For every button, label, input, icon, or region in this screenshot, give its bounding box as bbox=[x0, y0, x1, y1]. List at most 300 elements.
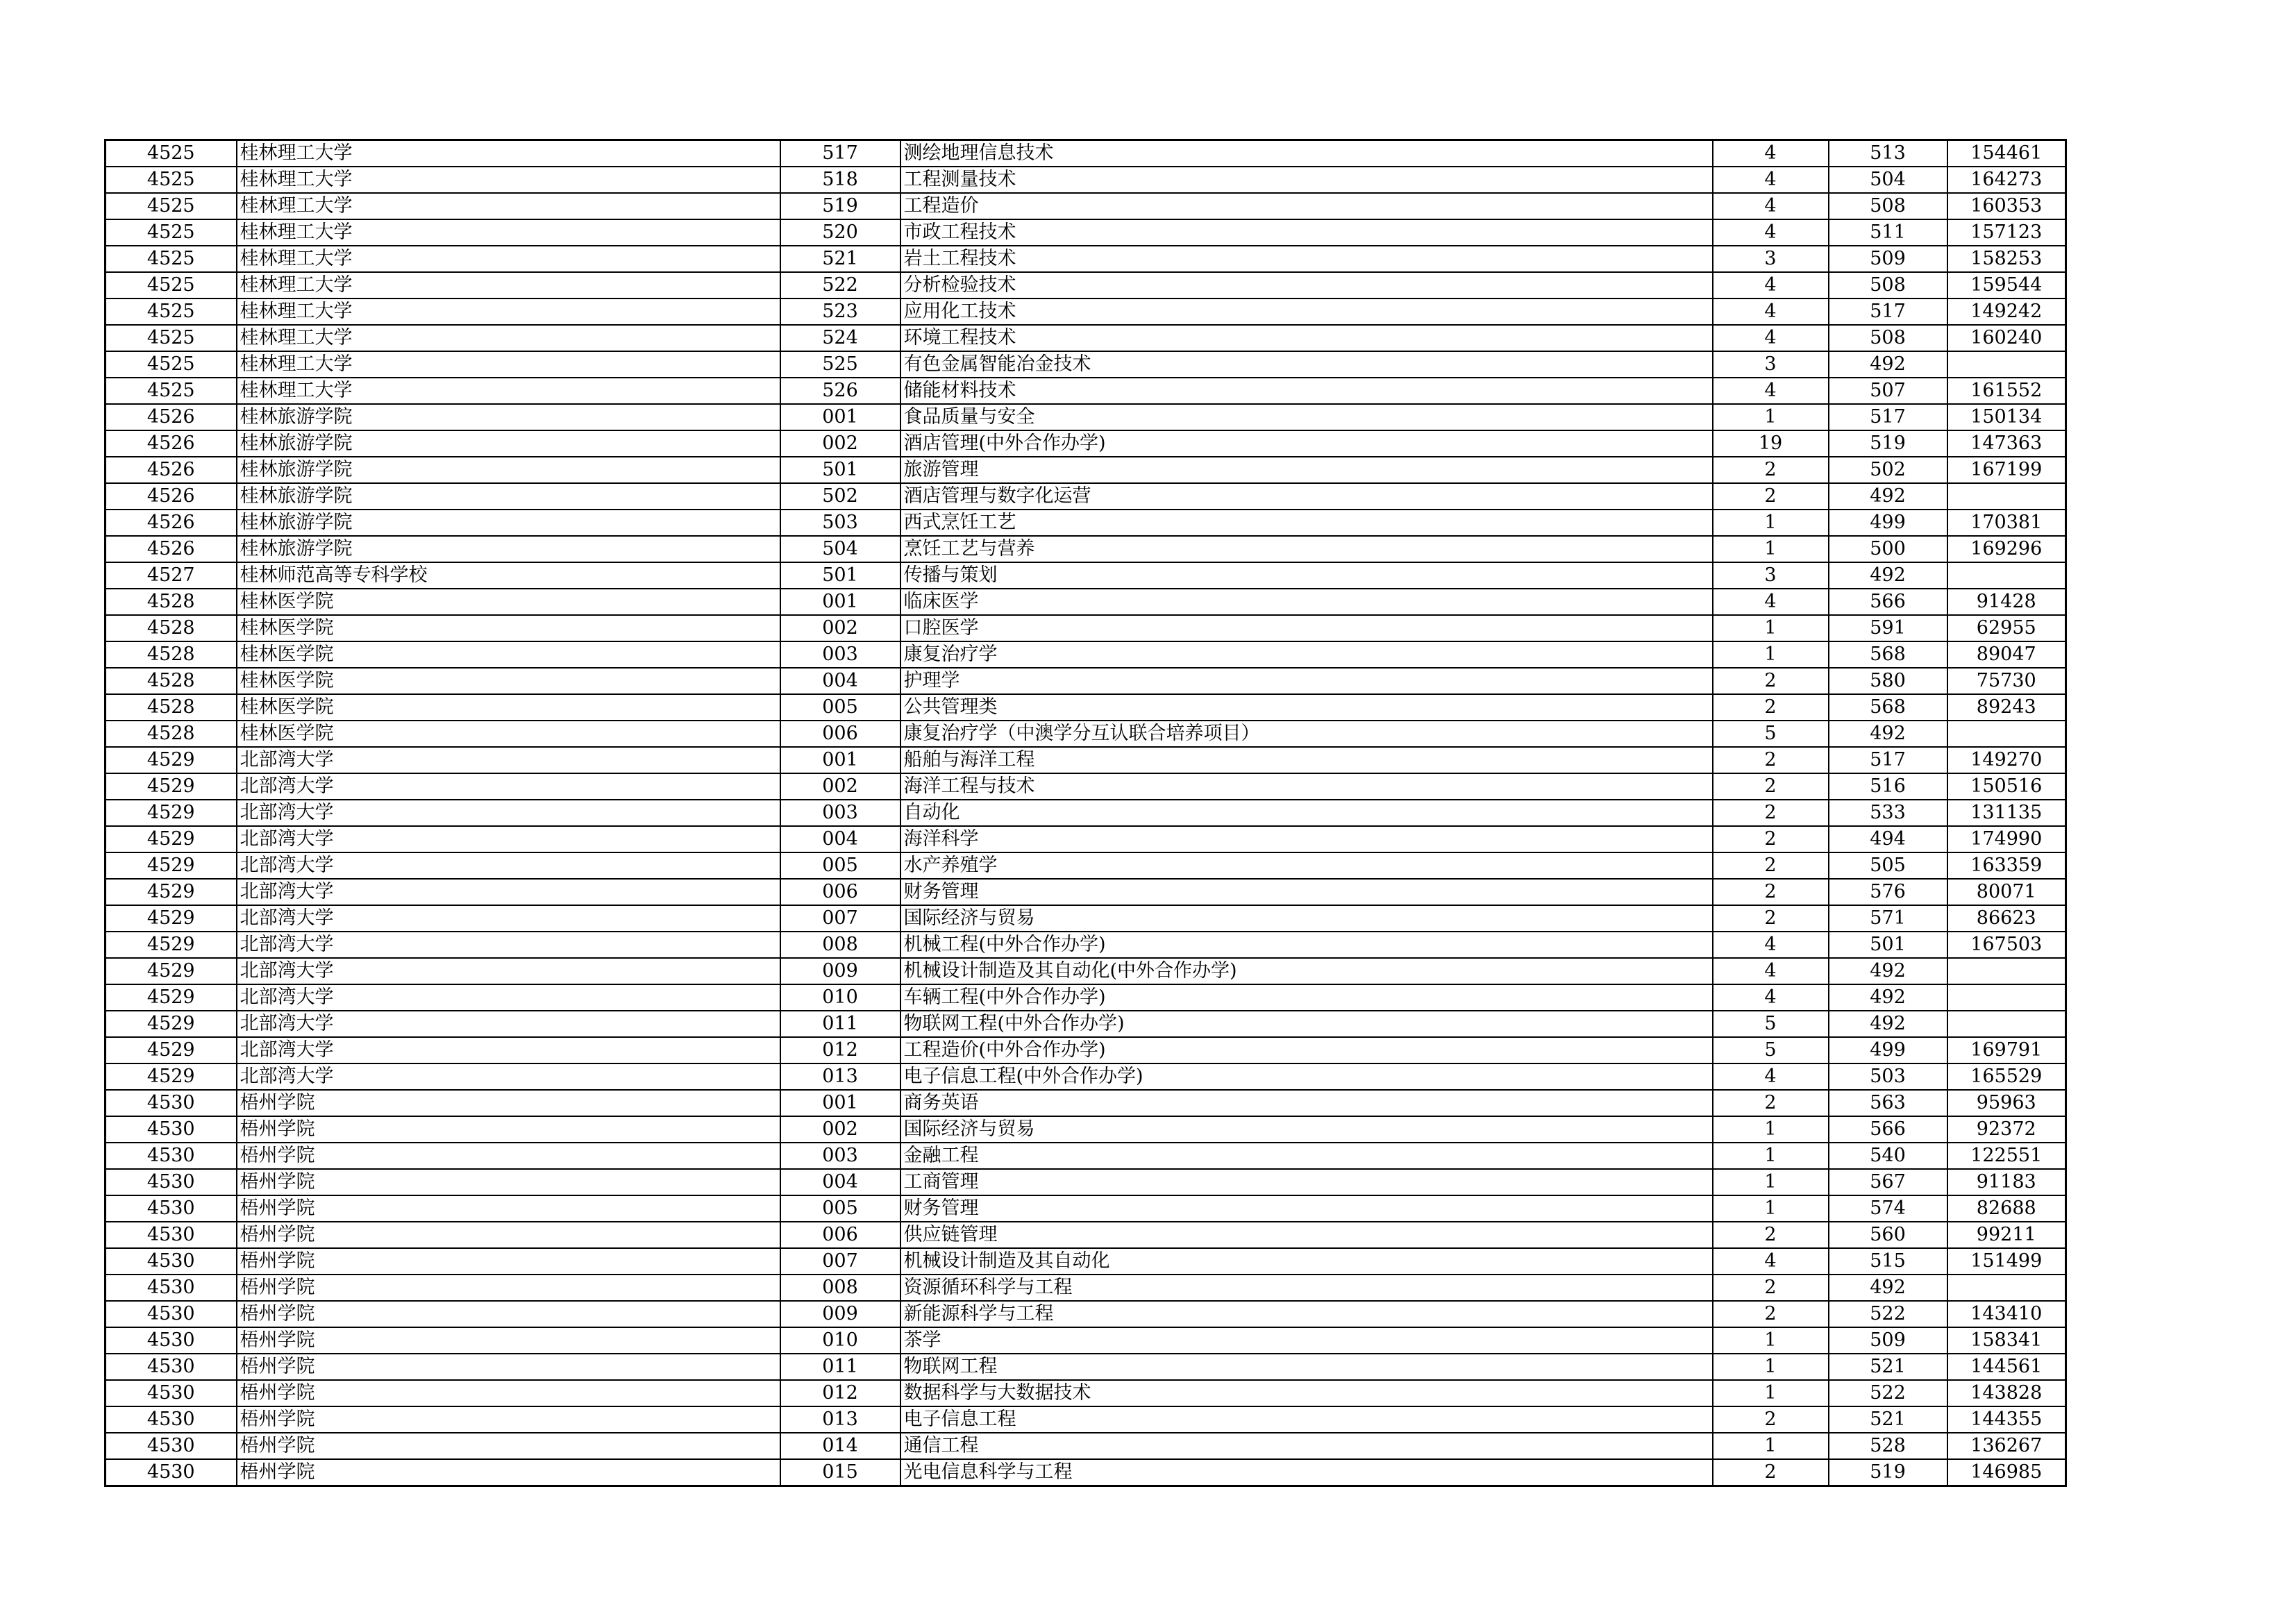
min-score-cell: 503 bbox=[1829, 1063, 1947, 1090]
min-rank-cell: 167199 bbox=[1947, 457, 2066, 483]
min-score-cell: 492 bbox=[1829, 721, 1947, 747]
min-rank-cell: 144355 bbox=[1947, 1406, 2066, 1433]
plan-count-cell: 2 bbox=[1713, 826, 1829, 852]
school-name-cell: 梧州学院 bbox=[237, 1301, 780, 1327]
major-code-cell: 502 bbox=[780, 483, 900, 510]
table-row bbox=[106, 1275, 2066, 1301]
school-name-cell: 桂林医学院 bbox=[237, 589, 780, 615]
plan-count-cell: 1 bbox=[1713, 615, 1829, 641]
plan-count-cell: 1 bbox=[1713, 1116, 1829, 1143]
major-name-cell: 海洋工程与技术 bbox=[900, 773, 1713, 800]
school-name-cell: 桂林旅游学院 bbox=[237, 483, 780, 510]
min-score-cell: 517 bbox=[1829, 404, 1947, 430]
school-name-cell: 桂林旅游学院 bbox=[237, 404, 780, 430]
min-score-cell: 521 bbox=[1829, 1354, 1947, 1380]
min-rank-cell bbox=[1947, 721, 2066, 747]
major-code-cell: 012 bbox=[780, 1380, 900, 1406]
plan-count-cell: 4 bbox=[1713, 272, 1829, 298]
school-code-cell: 4525 bbox=[106, 140, 237, 167]
major-name-cell: 市政工程技术 bbox=[900, 219, 1713, 246]
min-score-cell: 509 bbox=[1829, 1327, 1947, 1354]
school-name-cell: 北部湾大学 bbox=[237, 773, 780, 800]
plan-count-cell: 4 bbox=[1713, 378, 1829, 404]
table-row bbox=[106, 325, 2066, 351]
school-name-cell: 北部湾大学 bbox=[237, 800, 780, 826]
school-code-cell: 4526 bbox=[106, 430, 237, 457]
major-name-cell: 旅游管理 bbox=[900, 457, 1713, 483]
major-name-cell: 茶学 bbox=[900, 1327, 1713, 1354]
min-rank-cell: 147363 bbox=[1947, 430, 2066, 457]
table-row bbox=[106, 483, 2066, 510]
min-score-cell: 521 bbox=[1829, 1406, 1947, 1433]
school-code-cell: 4525 bbox=[106, 246, 237, 272]
min-score-cell: 517 bbox=[1829, 747, 1947, 773]
school-name-cell: 北部湾大学 bbox=[237, 826, 780, 852]
major-code-cell: 012 bbox=[780, 1037, 900, 1063]
major-code-cell: 008 bbox=[780, 932, 900, 958]
major-name-cell: 自动化 bbox=[900, 800, 1713, 826]
plan-count-cell: 4 bbox=[1713, 1063, 1829, 1090]
major-code-cell: 004 bbox=[780, 826, 900, 852]
school-name-cell: 梧州学院 bbox=[237, 1459, 780, 1486]
plan-count-cell: 2 bbox=[1713, 1406, 1829, 1433]
major-name-cell: 物联网工程(中外合作办学) bbox=[900, 1011, 1713, 1037]
min-score-cell: 528 bbox=[1829, 1433, 1947, 1459]
school-name-cell: 北部湾大学 bbox=[237, 932, 780, 958]
major-name-cell: 金融工程 bbox=[900, 1143, 1713, 1169]
min-score-cell: 517 bbox=[1829, 298, 1947, 325]
school-name-cell: 梧州学院 bbox=[237, 1143, 780, 1169]
min-score-cell: 563 bbox=[1829, 1090, 1947, 1116]
plan-count-cell: 19 bbox=[1713, 430, 1829, 457]
school-code-cell: 4528 bbox=[106, 641, 237, 668]
min-rank-cell: 159544 bbox=[1947, 272, 2066, 298]
major-name-cell: 机械设计制造及其自动化(中外合作办学) bbox=[900, 958, 1713, 984]
min-score-cell: 500 bbox=[1829, 536, 1947, 562]
major-name-cell: 酒店管理与数字化运营 bbox=[900, 483, 1713, 510]
school-code-cell: 4530 bbox=[106, 1380, 237, 1406]
school-code-cell: 4529 bbox=[106, 773, 237, 800]
table-row bbox=[106, 1327, 2066, 1354]
table-row bbox=[106, 694, 2066, 721]
school-name-cell: 桂林师范高等专科学校 bbox=[237, 562, 780, 589]
min-score-cell: 494 bbox=[1829, 826, 1947, 852]
major-name-cell: 通信工程 bbox=[900, 1433, 1713, 1459]
table-row bbox=[106, 1169, 2066, 1195]
major-code-cell: 521 bbox=[780, 246, 900, 272]
school-name-cell: 梧州学院 bbox=[237, 1275, 780, 1301]
min-rank-cell: 92372 bbox=[1947, 1116, 2066, 1143]
table-row bbox=[106, 1037, 2066, 1063]
school-name-cell: 北部湾大学 bbox=[237, 1011, 780, 1037]
major-code-cell: 504 bbox=[780, 536, 900, 562]
min-rank-cell: 174990 bbox=[1947, 826, 2066, 852]
min-score-cell: 499 bbox=[1829, 1037, 1947, 1063]
major-code-cell: 006 bbox=[780, 721, 900, 747]
table-row bbox=[106, 932, 2066, 958]
major-code-cell: 013 bbox=[780, 1063, 900, 1090]
major-code-cell: 002 bbox=[780, 615, 900, 641]
major-code-cell: 009 bbox=[780, 1301, 900, 1327]
plan-count-cell: 2 bbox=[1713, 879, 1829, 905]
table-row bbox=[106, 668, 2066, 694]
school-name-cell: 梧州学院 bbox=[237, 1327, 780, 1354]
min-rank-cell: 146985 bbox=[1947, 1459, 2066, 1486]
major-name-cell: 康复治疗学（中澳学分互认联合培养项目） bbox=[900, 721, 1713, 747]
table-row bbox=[106, 140, 2066, 167]
major-name-cell: 供应链管理 bbox=[900, 1222, 1713, 1248]
school-code-cell: 4529 bbox=[106, 984, 237, 1011]
table-row bbox=[106, 826, 2066, 852]
major-code-cell: 010 bbox=[780, 984, 900, 1011]
min-score-cell: 492 bbox=[1829, 562, 1947, 589]
school-code-cell: 4529 bbox=[106, 800, 237, 826]
min-score-cell: 508 bbox=[1829, 272, 1947, 298]
min-rank-cell: 143828 bbox=[1947, 1380, 2066, 1406]
school-code-cell: 4526 bbox=[106, 483, 237, 510]
table-row bbox=[106, 378, 2066, 404]
plan-count-cell: 1 bbox=[1713, 510, 1829, 536]
plan-count-cell: 2 bbox=[1713, 1275, 1829, 1301]
plan-count-cell: 5 bbox=[1713, 1037, 1829, 1063]
school-code-cell: 4530 bbox=[106, 1354, 237, 1380]
table-row bbox=[106, 905, 2066, 932]
min-rank-cell: 158253 bbox=[1947, 246, 2066, 272]
min-rank-cell: 62955 bbox=[1947, 615, 2066, 641]
major-code-cell: 002 bbox=[780, 773, 900, 800]
min-rank-cell: 80071 bbox=[1947, 879, 2066, 905]
school-code-cell: 4530 bbox=[106, 1090, 237, 1116]
major-code-cell: 001 bbox=[780, 1090, 900, 1116]
school-code-cell: 4530 bbox=[106, 1275, 237, 1301]
major-name-cell: 口腔医学 bbox=[900, 615, 1713, 641]
min-score-cell: 576 bbox=[1829, 879, 1947, 905]
min-rank-cell: 95963 bbox=[1947, 1090, 2066, 1116]
school-name-cell: 桂林旅游学院 bbox=[237, 510, 780, 536]
plan-count-cell: 2 bbox=[1713, 457, 1829, 483]
school-name-cell: 桂林理工大学 bbox=[237, 219, 780, 246]
table-row bbox=[106, 958, 2066, 984]
school-code-cell: 4526 bbox=[106, 536, 237, 562]
min-rank-cell bbox=[1947, 1011, 2066, 1037]
major-name-cell: 环境工程技术 bbox=[900, 325, 1713, 351]
plan-count-cell: 2 bbox=[1713, 1459, 1829, 1486]
table-row bbox=[106, 1354, 2066, 1380]
school-code-cell: 4530 bbox=[106, 1433, 237, 1459]
major-name-cell: 财务管理 bbox=[900, 879, 1713, 905]
major-code-cell: 001 bbox=[780, 404, 900, 430]
school-name-cell: 桂林医学院 bbox=[237, 641, 780, 668]
school-code-cell: 4525 bbox=[106, 167, 237, 193]
school-name-cell: 梧州学院 bbox=[237, 1406, 780, 1433]
min-rank-cell: 154461 bbox=[1947, 140, 2066, 167]
table-row bbox=[106, 246, 2066, 272]
plan-count-cell: 2 bbox=[1713, 483, 1829, 510]
major-name-cell: 康复治疗学 bbox=[900, 641, 1713, 668]
table-row bbox=[106, 984, 2066, 1011]
min-score-cell: 492 bbox=[1829, 984, 1947, 1011]
min-rank-cell: 89047 bbox=[1947, 641, 2066, 668]
min-score-cell: 492 bbox=[1829, 483, 1947, 510]
major-name-cell: 工程测量技术 bbox=[900, 167, 1713, 193]
major-code-cell: 524 bbox=[780, 325, 900, 351]
min-score-cell: 522 bbox=[1829, 1301, 1947, 1327]
school-code-cell: 4527 bbox=[106, 562, 237, 589]
major-name-cell: 资源循环科学与工程 bbox=[900, 1275, 1713, 1301]
school-code-cell: 4525 bbox=[106, 351, 237, 378]
school-name-cell: 桂林理工大学 bbox=[237, 140, 780, 167]
table-row bbox=[106, 773, 2066, 800]
min-rank-cell: 150516 bbox=[1947, 773, 2066, 800]
major-code-cell: 003 bbox=[780, 641, 900, 668]
min-rank-cell: 151499 bbox=[1947, 1248, 2066, 1275]
min-rank-cell bbox=[1947, 562, 2066, 589]
min-rank-cell: 149242 bbox=[1947, 298, 2066, 325]
min-score-cell: 504 bbox=[1829, 167, 1947, 193]
school-code-cell: 4529 bbox=[106, 958, 237, 984]
major-name-cell: 储能材料技术 bbox=[900, 378, 1713, 404]
min-rank-cell: 161552 bbox=[1947, 378, 2066, 404]
major-name-cell: 工商管理 bbox=[900, 1169, 1713, 1195]
school-code-cell: 4530 bbox=[106, 1406, 237, 1433]
school-name-cell: 桂林理工大学 bbox=[237, 378, 780, 404]
major-name-cell: 物联网工程 bbox=[900, 1354, 1713, 1380]
major-name-cell: 工程造价 bbox=[900, 193, 1713, 219]
min-rank-cell: 89243 bbox=[1947, 694, 2066, 721]
school-name-cell: 桂林理工大学 bbox=[237, 298, 780, 325]
school-code-cell: 4529 bbox=[106, 905, 237, 932]
min-score-cell: 568 bbox=[1829, 641, 1947, 668]
plan-count-cell: 4 bbox=[1713, 140, 1829, 167]
plan-count-cell: 2 bbox=[1713, 668, 1829, 694]
plan-count-cell: 4 bbox=[1713, 984, 1829, 1011]
school-code-cell: 4530 bbox=[106, 1169, 237, 1195]
major-name-cell: 国际经济与贸易 bbox=[900, 1116, 1713, 1143]
major-name-cell: 临床医学 bbox=[900, 589, 1713, 615]
plan-count-cell: 1 bbox=[1713, 641, 1829, 668]
school-code-cell: 4529 bbox=[106, 932, 237, 958]
table-row bbox=[106, 1406, 2066, 1433]
school-name-cell: 梧州学院 bbox=[237, 1354, 780, 1380]
major-name-cell: 水产养殖学 bbox=[900, 852, 1713, 879]
major-code-cell: 001 bbox=[780, 747, 900, 773]
plan-count-cell: 1 bbox=[1713, 536, 1829, 562]
school-name-cell: 北部湾大学 bbox=[237, 879, 780, 905]
major-name-cell: 电子信息工程 bbox=[900, 1406, 1713, 1433]
min-score-cell: 567 bbox=[1829, 1169, 1947, 1195]
school-name-cell: 梧州学院 bbox=[237, 1222, 780, 1248]
school-name-cell: 梧州学院 bbox=[237, 1169, 780, 1195]
school-name-cell: 梧州学院 bbox=[237, 1116, 780, 1143]
major-code-cell: 005 bbox=[780, 852, 900, 879]
plan-count-cell: 5 bbox=[1713, 1011, 1829, 1037]
major-name-cell: 工程造价(中外合作办学) bbox=[900, 1037, 1713, 1063]
school-name-cell: 北部湾大学 bbox=[237, 1063, 780, 1090]
major-name-cell: 西式烹饪工艺 bbox=[900, 510, 1713, 536]
table-row bbox=[106, 1063, 2066, 1090]
school-name-cell: 桂林理工大学 bbox=[237, 167, 780, 193]
min-rank-cell bbox=[1947, 1275, 2066, 1301]
major-code-cell: 003 bbox=[780, 800, 900, 826]
school-name-cell: 桂林医学院 bbox=[237, 694, 780, 721]
table-row bbox=[106, 589, 2066, 615]
min-rank-cell: 86623 bbox=[1947, 905, 2066, 932]
table-row bbox=[106, 1143, 2066, 1169]
table-row bbox=[106, 615, 2066, 641]
school-code-cell: 4530 bbox=[106, 1301, 237, 1327]
table-row bbox=[106, 1195, 2066, 1222]
school-name-cell: 梧州学院 bbox=[237, 1195, 780, 1222]
major-code-cell: 006 bbox=[780, 1222, 900, 1248]
plan-count-cell: 4 bbox=[1713, 932, 1829, 958]
school-code-cell: 4530 bbox=[106, 1327, 237, 1354]
school-name-cell: 桂林医学院 bbox=[237, 721, 780, 747]
min-rank-cell: 157123 bbox=[1947, 219, 2066, 246]
major-code-cell: 002 bbox=[780, 1116, 900, 1143]
min-rank-cell: 164273 bbox=[1947, 167, 2066, 193]
major-name-cell: 商务英语 bbox=[900, 1090, 1713, 1116]
major-code-cell: 501 bbox=[780, 562, 900, 589]
school-name-cell: 桂林医学院 bbox=[237, 615, 780, 641]
min-rank-cell: 170381 bbox=[1947, 510, 2066, 536]
school-code-cell: 4528 bbox=[106, 721, 237, 747]
plan-count-cell: 4 bbox=[1713, 219, 1829, 246]
min-rank-cell: 169296 bbox=[1947, 536, 2066, 562]
major-code-cell: 004 bbox=[780, 668, 900, 694]
table-row bbox=[106, 562, 2066, 589]
major-name-cell: 烹饪工艺与营养 bbox=[900, 536, 1713, 562]
major-code-cell: 501 bbox=[780, 457, 900, 483]
school-code-cell: 4525 bbox=[106, 298, 237, 325]
major-code-cell: 006 bbox=[780, 879, 900, 905]
major-name-cell: 机械工程(中外合作办学) bbox=[900, 932, 1713, 958]
major-name-cell: 测绘地理信息技术 bbox=[900, 140, 1713, 167]
min-rank-cell: 99211 bbox=[1947, 1222, 2066, 1248]
major-code-cell: 011 bbox=[780, 1011, 900, 1037]
major-name-cell: 海洋科学 bbox=[900, 826, 1713, 852]
table-row bbox=[106, 272, 2066, 298]
school-name-cell: 梧州学院 bbox=[237, 1248, 780, 1275]
min-score-cell: 580 bbox=[1829, 668, 1947, 694]
major-code-cell: 009 bbox=[780, 958, 900, 984]
min-score-cell: 560 bbox=[1829, 1222, 1947, 1248]
plan-count-cell: 3 bbox=[1713, 351, 1829, 378]
table-row bbox=[106, 1380, 2066, 1406]
table-row bbox=[106, 430, 2066, 457]
min-rank-cell: 158341 bbox=[1947, 1327, 2066, 1354]
table-row bbox=[106, 852, 2066, 879]
school-code-cell: 4525 bbox=[106, 272, 237, 298]
min-rank-cell: 143410 bbox=[1947, 1301, 2066, 1327]
major-code-cell: 015 bbox=[780, 1459, 900, 1486]
min-score-cell: 540 bbox=[1829, 1143, 1947, 1169]
major-name-cell: 护理学 bbox=[900, 668, 1713, 694]
major-code-cell: 005 bbox=[780, 694, 900, 721]
school-code-cell: 4529 bbox=[106, 1011, 237, 1037]
major-code-cell: 519 bbox=[780, 193, 900, 219]
plan-count-cell: 1 bbox=[1713, 1169, 1829, 1195]
min-rank-cell: 82688 bbox=[1947, 1195, 2066, 1222]
major-code-cell: 010 bbox=[780, 1327, 900, 1354]
school-name-cell: 桂林理工大学 bbox=[237, 193, 780, 219]
school-code-cell: 4530 bbox=[106, 1459, 237, 1486]
plan-count-cell: 1 bbox=[1713, 404, 1829, 430]
plan-count-cell: 1 bbox=[1713, 1143, 1829, 1169]
plan-count-cell: 2 bbox=[1713, 773, 1829, 800]
school-name-cell: 北部湾大学 bbox=[237, 747, 780, 773]
school-name-cell: 北部湾大学 bbox=[237, 852, 780, 879]
plan-count-cell: 1 bbox=[1713, 1354, 1829, 1380]
school-name-cell: 梧州学院 bbox=[237, 1090, 780, 1116]
major-code-cell: 004 bbox=[780, 1169, 900, 1195]
major-name-cell: 国际经济与贸易 bbox=[900, 905, 1713, 932]
min-score-cell: 508 bbox=[1829, 193, 1947, 219]
plan-count-cell: 3 bbox=[1713, 246, 1829, 272]
major-name-cell: 财务管理 bbox=[900, 1195, 1713, 1222]
school-code-cell: 4529 bbox=[106, 826, 237, 852]
major-name-cell: 车辆工程(中外合作办学) bbox=[900, 984, 1713, 1011]
major-name-cell: 新能源科学与工程 bbox=[900, 1301, 1713, 1327]
school-code-cell: 4525 bbox=[106, 325, 237, 351]
min-score-cell: 568 bbox=[1829, 694, 1947, 721]
table-row bbox=[106, 721, 2066, 747]
school-name-cell: 北部湾大学 bbox=[237, 984, 780, 1011]
min-score-cell: 513 bbox=[1829, 140, 1947, 167]
min-rank-cell: 149270 bbox=[1947, 747, 2066, 773]
min-score-cell: 519 bbox=[1829, 1459, 1947, 1486]
school-name-cell: 北部湾大学 bbox=[237, 1037, 780, 1063]
table-row bbox=[106, 167, 2066, 193]
min-score-cell: 509 bbox=[1829, 246, 1947, 272]
school-code-cell: 4528 bbox=[106, 589, 237, 615]
school-code-cell: 4526 bbox=[106, 510, 237, 536]
major-name-cell: 应用化工技术 bbox=[900, 298, 1713, 325]
school-name-cell: 桂林理工大学 bbox=[237, 351, 780, 378]
min-rank-cell: 167503 bbox=[1947, 932, 2066, 958]
min-score-cell: 492 bbox=[1829, 958, 1947, 984]
min-rank-cell: 165529 bbox=[1947, 1063, 2066, 1090]
table-row bbox=[106, 510, 2066, 536]
min-rank-cell: 160240 bbox=[1947, 325, 2066, 351]
major-code-cell: 517 bbox=[780, 140, 900, 167]
min-score-cell: 502 bbox=[1829, 457, 1947, 483]
major-code-cell: 518 bbox=[780, 167, 900, 193]
min-score-cell: 566 bbox=[1829, 1116, 1947, 1143]
school-name-cell: 北部湾大学 bbox=[237, 958, 780, 984]
min-score-cell: 522 bbox=[1829, 1380, 1947, 1406]
min-score-cell: 499 bbox=[1829, 510, 1947, 536]
table-row bbox=[106, 457, 2066, 483]
major-code-cell: 526 bbox=[780, 378, 900, 404]
table-row bbox=[106, 298, 2066, 325]
school-name-cell: 桂林理工大学 bbox=[237, 272, 780, 298]
school-code-cell: 4526 bbox=[106, 457, 237, 483]
school-code-cell: 4525 bbox=[106, 378, 237, 404]
school-name-cell: 梧州学院 bbox=[237, 1433, 780, 1459]
plan-count-cell: 2 bbox=[1713, 1090, 1829, 1116]
school-name-cell: 北部湾大学 bbox=[237, 905, 780, 932]
min-score-cell: 566 bbox=[1829, 589, 1947, 615]
major-name-cell: 光电信息科学与工程 bbox=[900, 1459, 1713, 1486]
school-code-cell: 4530 bbox=[106, 1195, 237, 1222]
school-code-cell: 4526 bbox=[106, 404, 237, 430]
min-score-cell: 492 bbox=[1829, 1275, 1947, 1301]
school-code-cell: 4528 bbox=[106, 668, 237, 694]
min-score-cell: 533 bbox=[1829, 800, 1947, 826]
major-name-cell: 数据科学与大数据技术 bbox=[900, 1380, 1713, 1406]
plan-count-cell: 4 bbox=[1713, 589, 1829, 615]
major-code-cell: 522 bbox=[780, 272, 900, 298]
